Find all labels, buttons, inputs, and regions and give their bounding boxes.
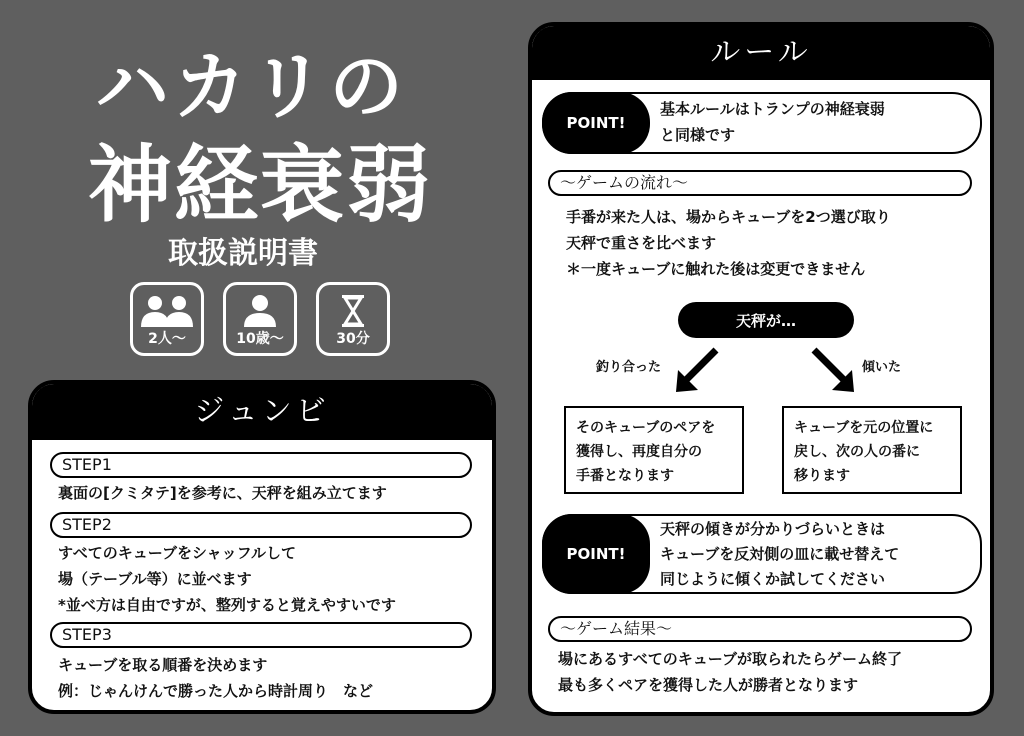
point2-line1: 天秤の傾きが分かりづらいときは <box>660 520 886 538</box>
flow-line3: ＊一度キューブに触れた後は変更できません <box>566 260 866 278</box>
flow-line2: 天秤で重さを比べます <box>566 234 717 252</box>
two-people-icon <box>138 293 196 329</box>
tilted-result-line1: キューブを元の位置に <box>794 420 934 436</box>
hourglass-icon <box>338 293 368 329</box>
title-line1: ハカリの <box>95 44 407 130</box>
point1-line2: と同様です <box>660 126 736 144</box>
point1-tag: POINT! <box>542 92 650 154</box>
balanced-label: 釣り合った <box>596 360 662 375</box>
point2-tag: POINT! <box>542 514 650 594</box>
step2-line2: 場（テーブル等）に並べます <box>58 570 252 588</box>
arrow-down-right-icon <box>808 346 858 396</box>
tilted-result-line3: 移ります <box>794 468 850 484</box>
step3-label: STEP3 <box>50 622 472 648</box>
balance-label: 天秤が… <box>678 302 854 338</box>
step2-label: STEP2 <box>50 512 472 538</box>
preparation-heading: ジュンビ <box>32 384 492 440</box>
step1-line1: 裏面の[クミタテ]を参考に、天秤を組み立てます <box>58 484 387 502</box>
result-line2: 最も多くペアを獲得した人が勝者となります <box>558 676 859 694</box>
result-line1: 場にあるすべてのキューブが取られたらゲーム終了 <box>558 650 902 668</box>
rules-heading: ルール <box>532 26 990 80</box>
point2-line2: キューブを反対側の皿に載せ替えて <box>660 545 900 563</box>
step3-line2: 例：じゃんけんで勝った人から時計周り など <box>58 682 374 700</box>
arrow-down-left-icon <box>672 346 722 396</box>
balanced-result-box <box>564 406 744 494</box>
balanced-result-line3: 手番となります <box>576 468 674 484</box>
point1-line1: 基本ルールはトランプの神経衰弱 <box>660 100 885 118</box>
result-label: 〜ゲーム結果〜 <box>548 616 972 642</box>
age-label: 10歳〜 <box>236 331 284 347</box>
step2-line3: *並べ方は自由ですが、整列すると覚えやすいです <box>58 596 396 614</box>
step1-label: STEP1 <box>50 452 472 478</box>
flow-label: 〜ゲームの流れ〜 <box>548 170 972 196</box>
person-icon <box>240 293 280 329</box>
preparation-panel <box>28 380 496 714</box>
flow-line1: 手番が来た人は、場からキューブを2つ選び取り <box>566 208 891 226</box>
step2-line1: すべてのキューブをシャッフルして <box>58 544 297 562</box>
time-badge <box>316 282 390 356</box>
title-line2: 神経衰弱 <box>88 136 433 234</box>
tilted-result-box <box>782 406 962 494</box>
subtitle: 取扱説明書 <box>168 236 318 271</box>
age-badge <box>223 282 297 356</box>
tilted-result-line2: 戻し、次の人の番に <box>794 444 920 460</box>
players-label: 2人〜 <box>148 331 186 347</box>
tilted-label: 傾いた <box>862 360 902 375</box>
players-badge <box>130 282 204 356</box>
balanced-result-line2: 獲得し、再度自分の <box>576 444 702 460</box>
step3-line1: キューブを取る順番を決めます <box>58 656 268 674</box>
rules-panel <box>528 22 994 716</box>
point2-line3: 同じように傾くか試してください <box>660 570 886 588</box>
balanced-result-line1: そのキューブのペアを <box>576 420 716 436</box>
time-label: 30分 <box>336 331 370 347</box>
